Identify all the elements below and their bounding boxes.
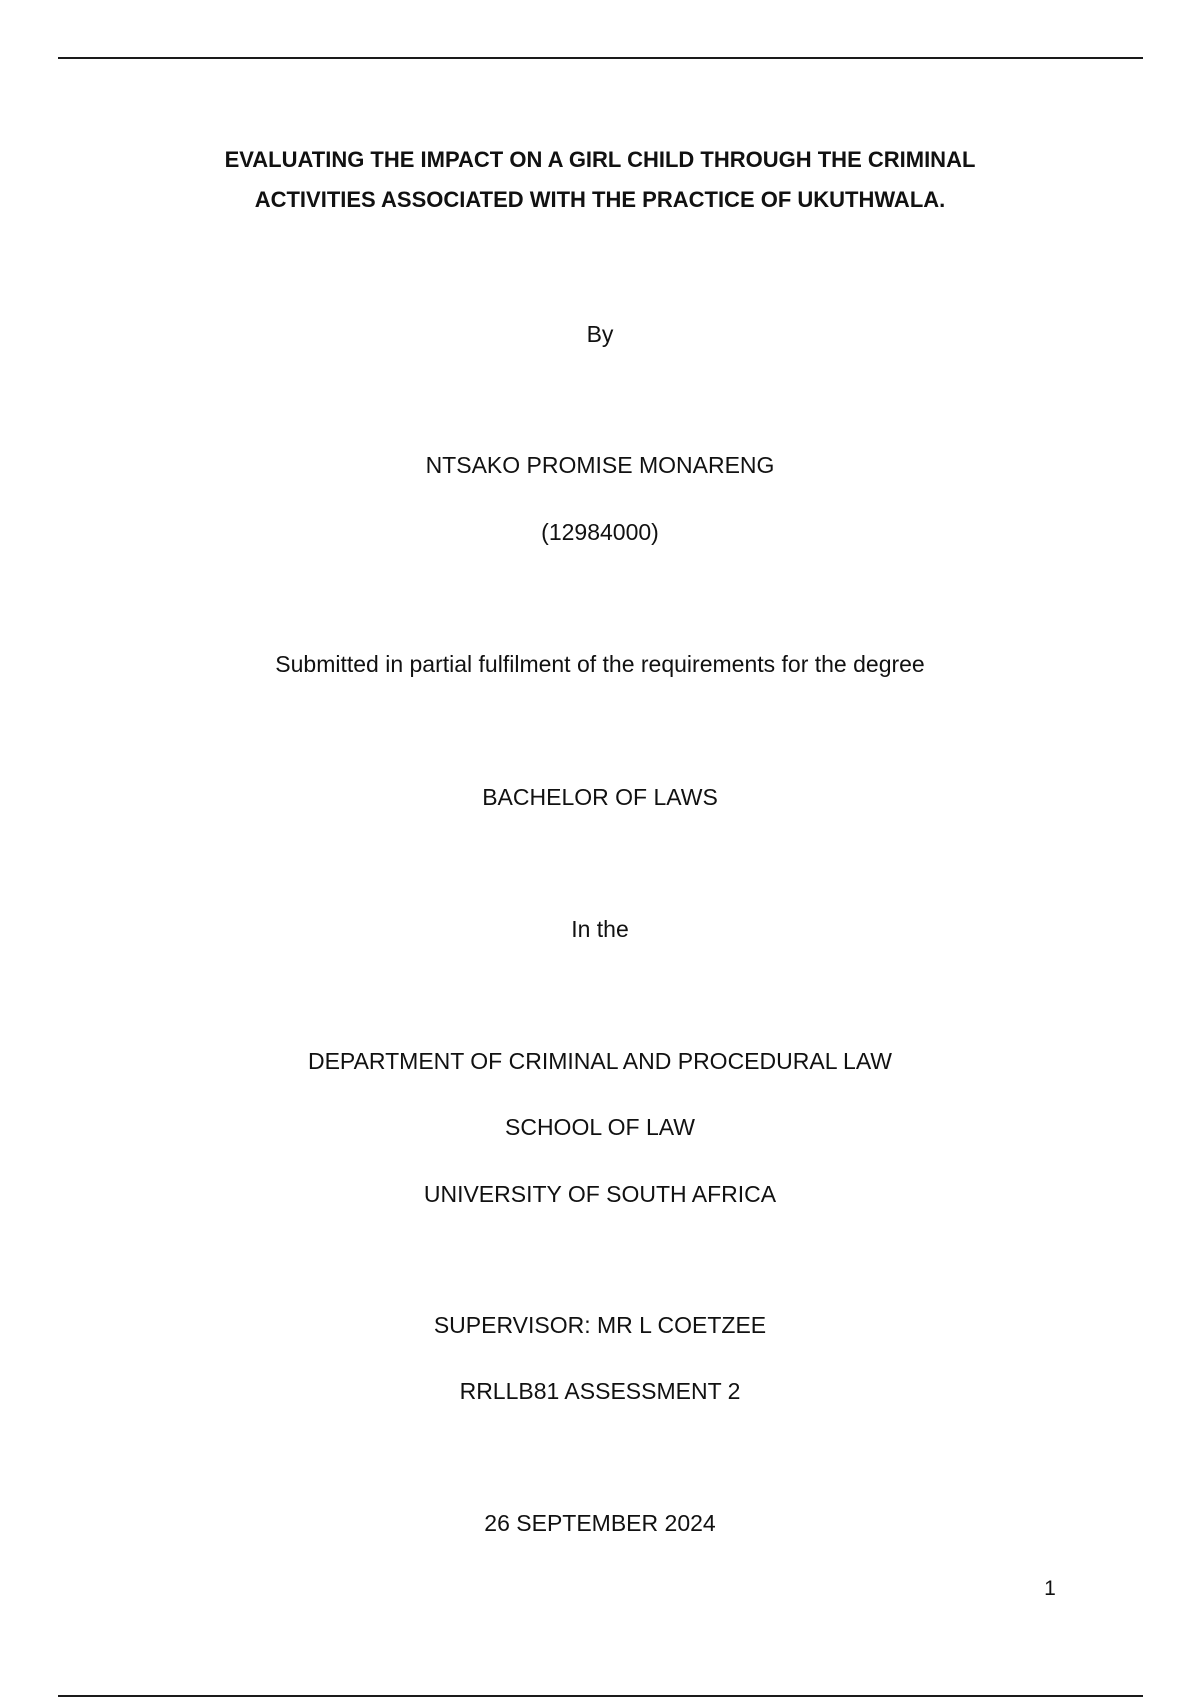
title-line-1: EVALUATING THE IMPACT ON A GIRL CHILD THROUGH THE CRIMINAL xyxy=(224,147,976,172)
in-the-label: In the xyxy=(571,916,629,942)
title-line-2: ACTIVITIES ASSOCIATED WITH THE PRACTICE OF UKUTHWALA. xyxy=(254,187,946,212)
bottom-rule xyxy=(58,1695,1143,1697)
author-name: NTSAKO PROMISE MONARENG xyxy=(425,452,775,478)
assessment-line: RRLLB81 ASSESSMENT 2 xyxy=(459,1378,741,1404)
supervisor-line: SUPERVISOR: MR L COETZEE xyxy=(433,1312,767,1338)
page-number: 1 xyxy=(1044,1577,1056,1600)
top-rule xyxy=(58,57,1143,59)
department-name: DEPARTMENT OF CRIMINAL AND PROCEDURAL LAW xyxy=(307,1048,893,1074)
submission-statement: Submitted in partial fulfilment of the requirements for the degree xyxy=(275,651,925,677)
by-label: By xyxy=(586,321,614,347)
school-name: SCHOOL OF LAW xyxy=(505,1114,695,1140)
student-number: (12984000) xyxy=(541,519,659,545)
university-name: UNIVERSITY OF SOUTH AFRICA xyxy=(423,1181,777,1207)
submission-date: 26 SEPTEMBER 2024 xyxy=(484,1510,716,1536)
degree-name: BACHELOR OF LAWS xyxy=(482,784,718,810)
